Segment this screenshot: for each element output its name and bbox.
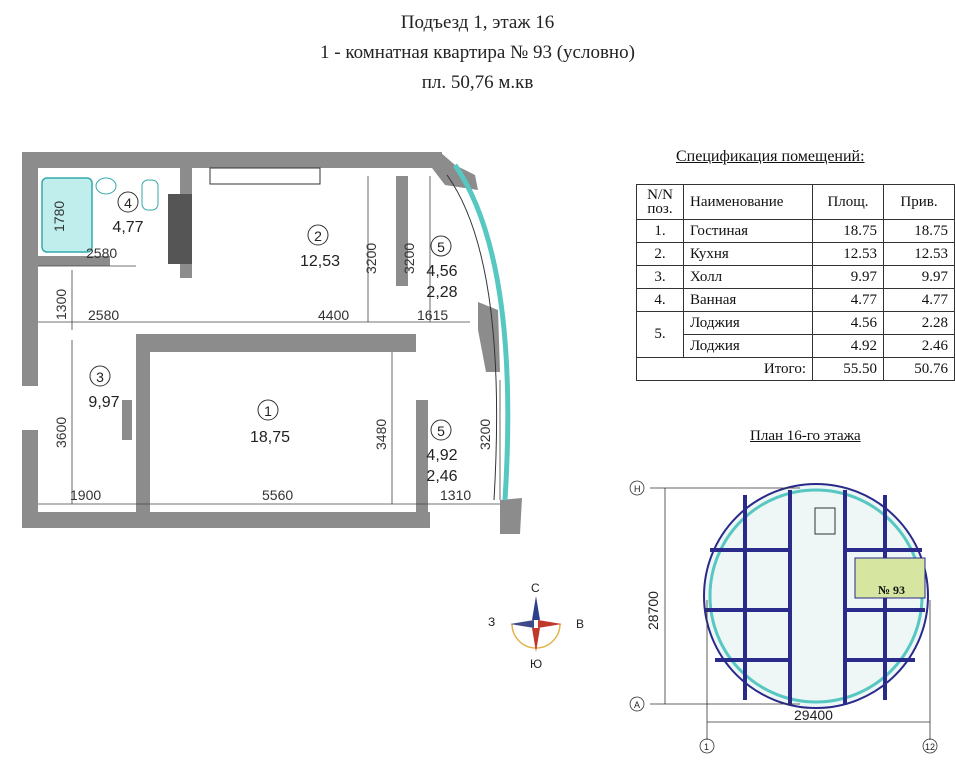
dim-1300: 1300: [53, 288, 69, 320]
dim-2580-mid: 2580: [88, 307, 120, 323]
room-loggia-bottom-num: 5: [437, 423, 445, 439]
wall-curve-top: [432, 152, 478, 190]
room-bath-area: 4,77: [112, 219, 144, 236]
wall-partition-hall: [122, 400, 132, 440]
room-kitchen-num: 2: [314, 228, 322, 244]
room-loggia-top-area: 4,56: [426, 263, 458, 280]
dim-3200-kitchen: 3200: [363, 242, 379, 274]
wall-left-upper: [22, 152, 38, 386]
room-loggia-top-num: 5: [437, 239, 445, 255]
dim-3200-loggia-bottom: 3200: [477, 418, 493, 450]
spec-row-reduced: 4.77: [884, 289, 955, 312]
spec-row-name: Кухня: [684, 243, 813, 266]
room-living-num: 1: [264, 403, 272, 419]
spec-row-reduced: 2.46: [884, 335, 955, 358]
room-living-area: 18,75: [249, 429, 291, 446]
dim-3480: 3480: [373, 418, 389, 450]
spec-header-num: N/N поз.: [637, 185, 684, 220]
spec-header-name: Наименование: [684, 185, 813, 220]
axis-bottom-label: А: [634, 700, 641, 710]
spec-row-area: 9.97: [813, 266, 884, 289]
dim-3200-loggia-top: 3200: [401, 242, 417, 274]
wall-top: [22, 152, 442, 168]
axis-left-label: 1: [704, 742, 710, 752]
room-loggia-bottom-reduced: 2,46: [426, 468, 458, 485]
toilet-icon: [142, 180, 158, 210]
floor-plan-title: План 16-го этажа: [750, 428, 861, 444]
axis-right-label: 12: [925, 742, 936, 752]
spec-row: [637, 220, 955, 243]
dim-1900: 1900: [70, 487, 102, 503]
axis-top-label: Н: [634, 484, 641, 494]
compass-west-label: З: [488, 615, 496, 629]
room-loggia-top-reduced: 2,28: [426, 284, 458, 301]
shaft-block: [168, 194, 192, 264]
compass: [488, 581, 584, 671]
spec-title: Спецификация помещений:: [676, 148, 865, 165]
spec-row-reduced: 12.53: [884, 243, 955, 266]
spec-row-reduced: 2.28: [884, 312, 955, 335]
dim-3600: 3600: [53, 416, 69, 448]
spec-row: [637, 289, 955, 312]
dim-1310: 1310: [440, 487, 472, 503]
spec-row-area: 12.53: [813, 243, 884, 266]
spec-row: [637, 335, 955, 358]
floor-height-dim: 28700: [645, 591, 661, 630]
spec-total-reduced: 50.76: [884, 358, 955, 381]
spec-row-area: 4.56: [813, 312, 884, 335]
room-loggia-bottom-area: 4,92: [426, 447, 458, 464]
floor-width-dim: 29400: [794, 707, 833, 723]
floor-plan-mini: [630, 481, 937, 753]
room-hall-area: 9,97: [88, 394, 120, 411]
spec-header-row: [637, 185, 955, 220]
apartment-highlight-label: № 93: [878, 583, 906, 597]
kitchen-counter: [210, 168, 320, 184]
spec-row-area: 4.92: [813, 335, 884, 358]
spec-row-area: 4.77: [813, 289, 884, 312]
spec-total-row: [637, 358, 955, 381]
wall-living-top: [136, 334, 416, 352]
bathtub-icon: [42, 178, 92, 252]
spec-header-area: Площ.: [813, 185, 884, 220]
wall-curve-mid: [478, 302, 500, 372]
dim-5560: 5560: [262, 487, 294, 503]
spec-row-num: 3.: [637, 266, 684, 289]
spec-row-reduced: 9.97: [884, 266, 955, 289]
header-apartment-title: 1 - комнатная квартира № 93 (условно): [320, 42, 635, 63]
sink-icon: [96, 178, 116, 194]
dim-1615: 1615: [417, 307, 449, 323]
dim-4400: 4400: [318, 307, 350, 323]
spec-row-name: Лоджия: [684, 335, 813, 358]
compass-south-label: Ю: [530, 657, 543, 671]
spec-row: [637, 312, 955, 335]
spec-table: [636, 184, 955, 381]
compass-east-label: В: [576, 617, 585, 631]
room-hall-num: 3: [96, 369, 104, 385]
spec-row-num: 2.: [637, 243, 684, 266]
spec-row: [637, 243, 955, 266]
spec-row: [637, 266, 955, 289]
room-bath-num: 4: [124, 195, 132, 211]
spec-row-num: 1.: [637, 220, 684, 243]
spec-row-name: Холл: [684, 266, 813, 289]
wall-living-left: [136, 334, 150, 512]
spec-row-num: 4.: [637, 289, 684, 312]
spec-total-area: 55.50: [813, 358, 884, 381]
spec-row-reduced: 18.75: [884, 220, 955, 243]
compass-north-label: С: [531, 581, 540, 595]
wall-bottom: [22, 512, 430, 528]
spec-header-reduced: Прив.: [884, 185, 955, 220]
spec-row-name: Лоджия: [684, 312, 813, 335]
header-entrance-floor: Подъезд 1, этаж 16: [400, 12, 555, 33]
compass-east-arrow: [538, 620, 562, 628]
compass-west-arrow: [510, 620, 534, 628]
dim-2580-top: 2580: [86, 245, 118, 261]
spec-row-num: 5.: [637, 312, 684, 358]
spec-row-area: 18.75: [813, 220, 884, 243]
header-area: пл. 50,76 м.кв: [421, 72, 534, 93]
dim-1780: 1780: [51, 200, 67, 232]
spec-row-name: Гостиная: [684, 220, 813, 243]
compass-north-arrow: [532, 596, 540, 620]
wall-curve-bottom: [500, 498, 522, 534]
room-kitchen-area: 12,53: [299, 253, 341, 270]
spec-row-name: Ванная: [684, 289, 813, 312]
spec-total-label: Итого:: [637, 358, 813, 381]
